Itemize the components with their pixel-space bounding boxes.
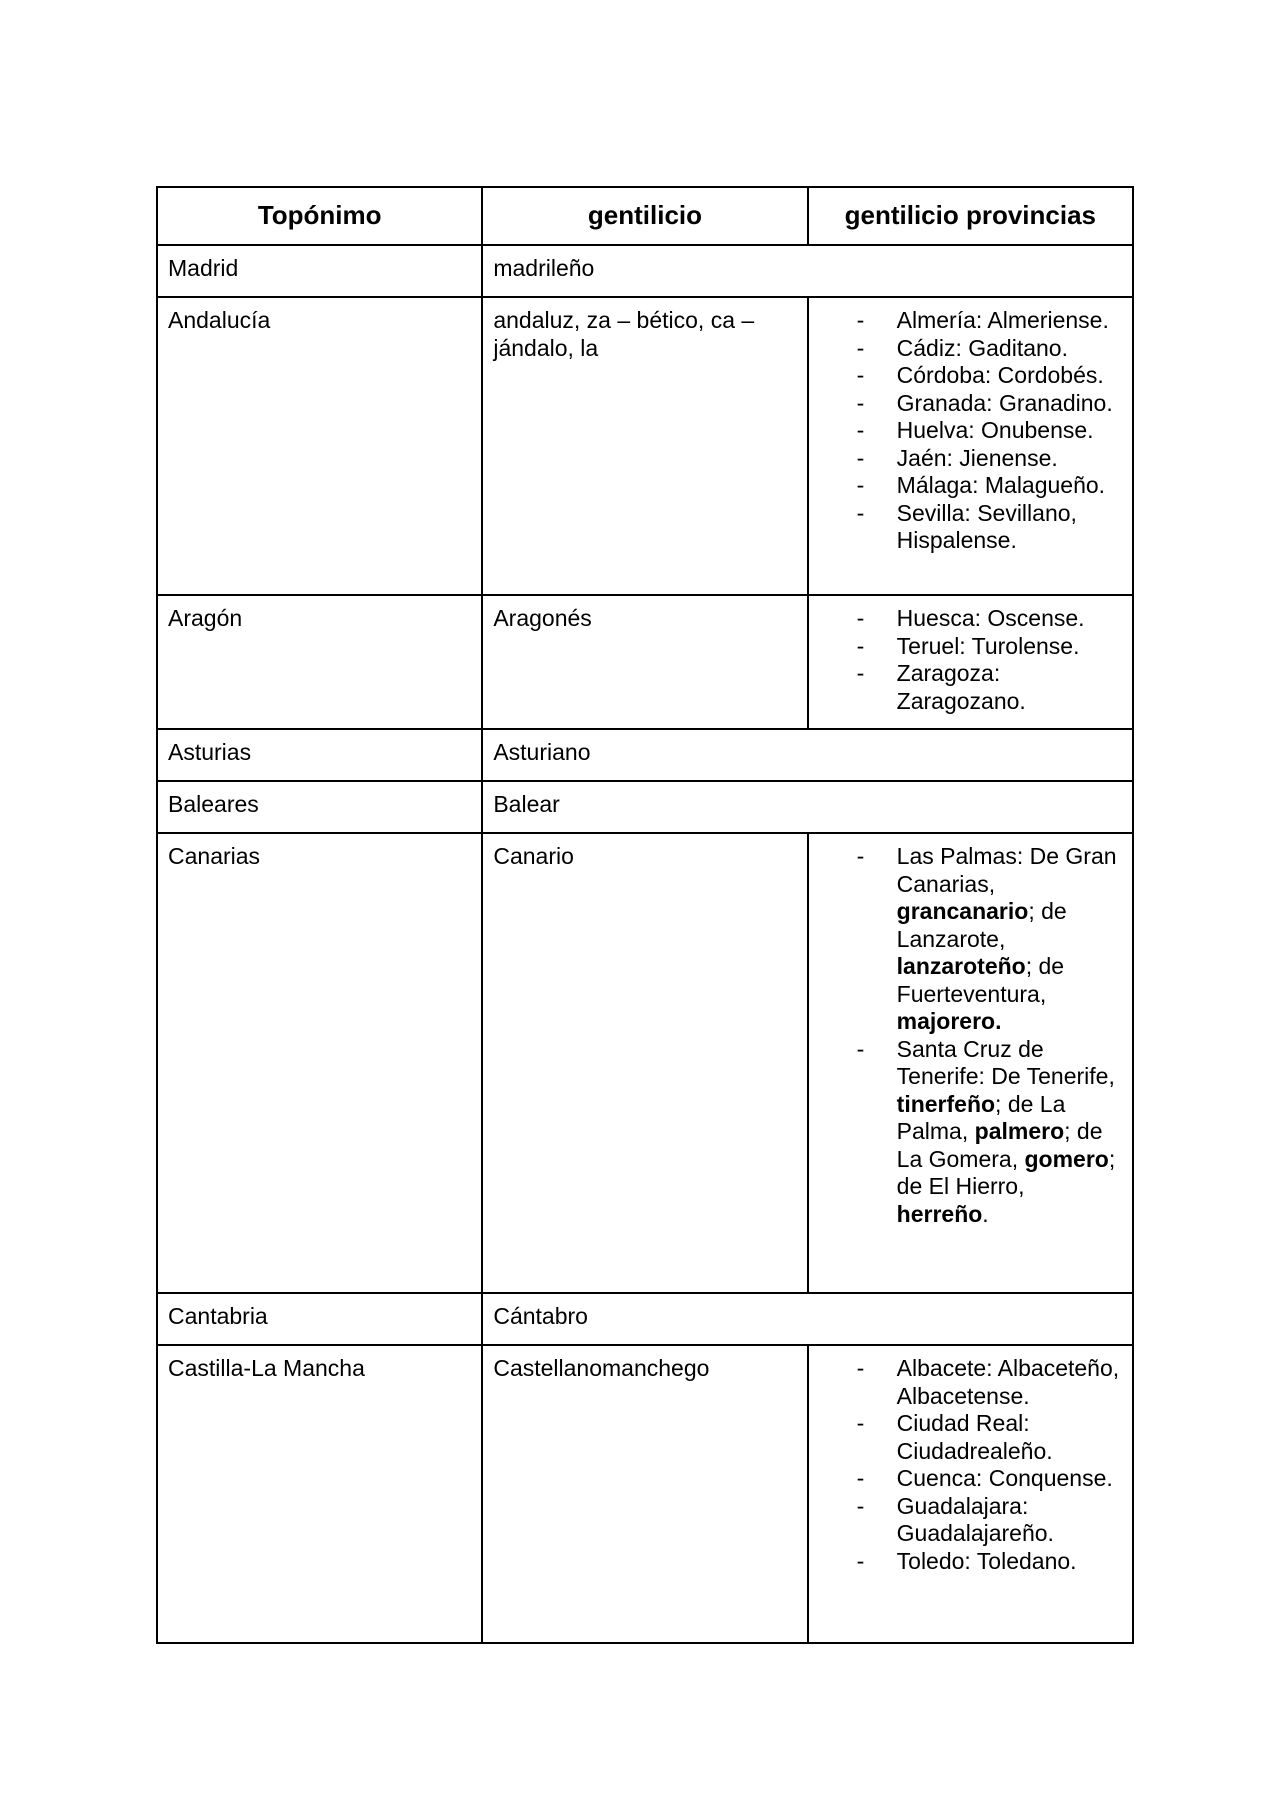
- dash-bullet: -: [856, 334, 865, 361]
- cell-toponimo: Andalucía: [157, 297, 482, 595]
- cell-provincias: [808, 1345, 1133, 1643]
- list-item-text: Huesca: Oscense.: [896, 605, 1085, 631]
- cell-gentilicio: Cántabro: [482, 1293, 1133, 1345]
- cell-toponimo: Madrid: [157, 245, 482, 297]
- gentilicio-bold: gomero: [1024, 1145, 1109, 1172]
- dash-bullet: -: [856, 1355, 865, 1381]
- dash-bullet: -: [856, 1410, 865, 1436]
- gentilicio-bold: palmero: [974, 1118, 1065, 1144]
- list-item-text: Sevilla: Sevillano, Hispalense.: [896, 499, 1077, 553]
- list-item-text: Cuenca: Conquense.: [896, 1465, 1113, 1491]
- list-item-text: Albacete: Albaceteño, Albacetense.: [896, 1355, 1120, 1409]
- provincias-list: [819, 307, 1122, 555]
- list-item: [819, 1493, 1122, 1548]
- gentilicio-bold: lanzaroteño: [896, 953, 1026, 979]
- table-row: [157, 595, 1133, 729]
- list-item: [819, 500, 1122, 555]
- list-item: [819, 445, 1122, 473]
- header-gentilicio: gentilicio: [482, 187, 807, 245]
- cell-toponimo: Aragón: [157, 595, 482, 729]
- list-item-text: ; de La Gomera,: [896, 1118, 1103, 1172]
- gentilicios-table: [156, 186, 1134, 1644]
- dash-bullet: -: [856, 307, 865, 333]
- table-row: [157, 1293, 1133, 1345]
- cell-gentilicio: andaluz, za – bético, ca – jándalo, la: [482, 297, 807, 595]
- cell-toponimo: Castilla-La Mancha: [157, 1345, 482, 1643]
- cell-provincias: [808, 833, 1133, 1293]
- list-item: [819, 843, 1122, 1036]
- list-item: [819, 1355, 1122, 1410]
- cell-toponimo: Baleares: [157, 781, 482, 833]
- cell-gentilicio: madrileño: [482, 245, 1133, 297]
- list-item: [819, 307, 1122, 335]
- list-item-text: Almería: Almeriense.: [896, 307, 1109, 333]
- list-item: [819, 390, 1122, 418]
- cell-gentilicio: Asturiano: [482, 729, 1133, 781]
- cell-gentilicio: Balear: [482, 781, 1133, 833]
- dash-bullet: -: [856, 362, 865, 388]
- table-row: [157, 297, 1133, 595]
- list-item: [819, 1548, 1122, 1576]
- gentilicio-bold: majorero.: [896, 1008, 1002, 1034]
- list-item-text: Granada: Granadino.: [896, 389, 1113, 416]
- cell-gentilicio: Canario: [482, 833, 807, 1293]
- list-item-text: Toledo: Toledano.: [896, 1547, 1077, 1574]
- list-item: [819, 335, 1122, 363]
- list-item: [819, 1410, 1122, 1465]
- table-row: [157, 729, 1133, 781]
- list-item-text: ; de Fuerteventura,: [896, 953, 1065, 1007]
- provincias-list: [819, 1355, 1122, 1575]
- list-item-text: Las Palmas: De Gran Canarias,: [896, 843, 1117, 897]
- list-item: [819, 417, 1122, 445]
- dash-bullet: -: [856, 472, 865, 498]
- dash-bullet: -: [856, 1035, 865, 1062]
- list-item-text: Ciudad Real: Ciudadrealeño.: [896, 1410, 1053, 1464]
- list-item: [819, 362, 1122, 390]
- dash-bullet: -: [856, 1547, 865, 1574]
- dash-bullet: -: [856, 444, 865, 471]
- list-item-text: Zaragoza: Zaragozano.: [896, 660, 1026, 714]
- provincias-list: [819, 605, 1122, 715]
- dash-bullet: -: [856, 605, 865, 631]
- list-item-text: Málaga: Malagueño.: [896, 472, 1106, 498]
- cell-toponimo: Cantabria: [157, 1293, 482, 1345]
- list-item: [819, 633, 1122, 661]
- list-item-text: ; de Lanzarote,: [896, 898, 1067, 952]
- list-item-text: Guadalajara: Guadalajareño.: [896, 1492, 1054, 1546]
- gentilicio-bold: grancanario: [896, 898, 1029, 924]
- cell-toponimo: Asturias: [157, 729, 482, 781]
- provincias-list: [819, 843, 1122, 1228]
- list-item-text: Cádiz: Gaditano.: [896, 334, 1068, 361]
- cell-provincias: [808, 595, 1133, 729]
- cell-gentilicio: Castellanomanchego: [482, 1345, 807, 1643]
- table-row: [157, 781, 1133, 833]
- dash-bullet: -: [856, 417, 865, 443]
- dash-bullet: -: [856, 843, 865, 869]
- list-item-text: Huelva: Onubense.: [896, 417, 1094, 443]
- header-toponimo: Topónimo: [157, 187, 482, 245]
- table-row: [157, 833, 1133, 1293]
- list-item-text: Córdoba: Cordobés.: [896, 362, 1104, 388]
- list-item-text: Jaén: Jienense.: [896, 444, 1058, 471]
- dash-bullet: -: [856, 632, 865, 659]
- table-row: [157, 1345, 1133, 1643]
- list-item-text: ; de El Hierro,: [896, 1145, 1116, 1199]
- dash-bullet: -: [856, 1492, 865, 1519]
- header-gentilicio-provincias: gentilicio provincias: [808, 187, 1133, 245]
- gentilicio-bold: herreño: [896, 1200, 983, 1227]
- cell-toponimo: Canarias: [157, 833, 482, 1293]
- dash-bullet: -: [856, 660, 865, 686]
- table-header-row: [157, 187, 1133, 245]
- list-item: [819, 472, 1122, 500]
- list-item: [819, 1036, 1122, 1229]
- gentilicio-bold: tinerfeño: [896, 1090, 996, 1117]
- cell-provincias: [808, 297, 1133, 595]
- dash-bullet: -: [856, 499, 865, 526]
- dash-bullet: -: [856, 1465, 865, 1491]
- list-item-text: Teruel: Turolense.: [896, 632, 1080, 659]
- list-item: [819, 605, 1122, 633]
- list-item-text: .: [982, 1200, 989, 1227]
- list-item-text: ; de La Palma,: [896, 1090, 1066, 1144]
- list-item: [819, 660, 1122, 715]
- cell-gentilicio: Aragonés: [482, 595, 807, 729]
- dash-bullet: -: [856, 389, 865, 416]
- table-row: [157, 245, 1133, 297]
- list-item: [819, 1465, 1122, 1493]
- list-item-text: Santa Cruz de Tenerife: De Tenerife,: [896, 1035, 1115, 1089]
